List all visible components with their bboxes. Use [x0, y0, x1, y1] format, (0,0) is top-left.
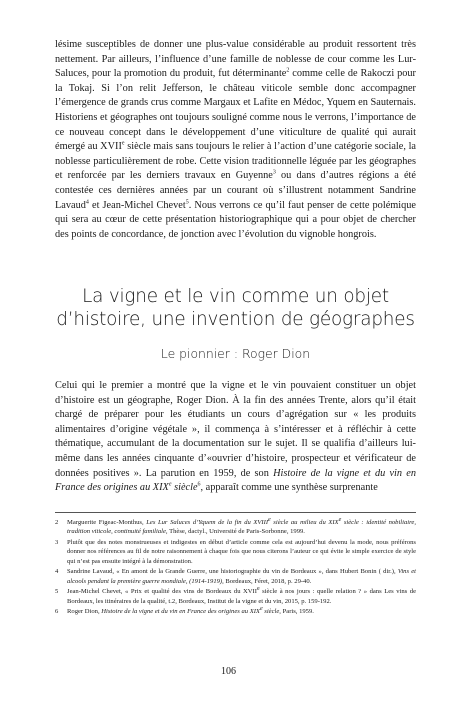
text-run: siècle mais sans toujours le relier à l’action d’une catégorie sociale, la noblesse particulièrement de robe. Cette vision traditionnelle léguée par les géographes et renforcée par les derniers travaux en Guyenne [55, 141, 416, 182]
footnote [55, 607, 416, 616]
footnote-italic: Vins et alcools pendant la première guerre mondiale, (1914-1919), [67, 568, 416, 585]
footnote-number: 6 [55, 608, 59, 616]
chapter-title [55, 285, 416, 331]
text-run: , apparaît comme une synthèse surprenante [200, 482, 378, 494]
footnote-italic: siècle [262, 608, 280, 616]
section-title: Le pionnier : Roger Dion [160, 346, 311, 361]
book-title: siècle [171, 482, 198, 494]
footnote-ref[interactable]: 2 [286, 67, 290, 74]
text-run: ou dans d’autres régions a été contestée ces dernières années par un courant où s’illustrent notamment Sandrine Lavaud [55, 170, 416, 211]
paragraph [55, 379, 416, 496]
footnote-italic: Histoire de la vigne et du vin en France des origines au XIX [101, 608, 260, 616]
section-heading [55, 346, 416, 361]
footnote-text: siècle à nos jours : quelle relation ? » dans Les vins de Bordeaux, les itinéraires de la qualité, t.2, Bordeaux, Institut de la vigne et du vin, 2015, p. 159-192. [67, 588, 417, 605]
text-run: . Nous verrons ce qu’il faut penser de cette polémique qui sera au cœur de cette présentation historiographique qui a pour objet de chercher des points de concordance, de jonction avec l’évolution du vignoble hongrois. [55, 199, 416, 240]
footnote [55, 518, 416, 537]
footnote-number: 5 [55, 588, 59, 596]
footnote [55, 587, 416, 606]
superscript: e [168, 481, 172, 488]
paragraph [55, 38, 416, 242]
chapter-title-line: La vigne et le vin comme un objet [82, 286, 389, 307]
body-paragraph-bottom [55, 379, 416, 496]
footnote-ref[interactable]: 4 [85, 199, 89, 206]
footnote-number: 4 [55, 568, 59, 576]
footnote-italic: Les Lur Saluces d’Yquem de la fin du XVIII [146, 519, 269, 526]
superscript: e [121, 140, 125, 147]
page-number: 106 [221, 666, 236, 677]
footnote-text: Marguerite Figeac-Monthus, [67, 519, 147, 526]
footnote-text: Bordeaux, Féret, 2018, p. 29-40. [223, 577, 312, 585]
chapter-heading [55, 285, 416, 331]
footnote-italic: siècle : identité nobiliaire, tradition viticole, continuité familiale, [67, 519, 416, 536]
footnote-number: 2 [55, 519, 59, 526]
superscript: e [256, 586, 260, 593]
footnote [55, 567, 416, 586]
superscript: e [268, 516, 271, 523]
book-title: Histoire de la vigne et du vin en France des origines au XIX [55, 467, 416, 494]
footnote-text: Roger Dion, [67, 608, 102, 616]
footnote-text: Sandrine Lavaud, « En amont de la Grande Guerre, une historiographie du vin de Bordeaux », dans Hubert Bonin ( dir.), [67, 568, 398, 576]
footnote-separator [55, 512, 416, 513]
superscript: e [338, 516, 342, 523]
text-run: Celui qui le premier a montré que la vigne et le vin pouvaient constituer un objet d’histoire est un géographe, Roger Dion. À la fin des années Trente, alors qu’il était chargé de préparer pour les étudiants un cours d’agrégation sur « les produits alimentaires d’origine végétale », il commença à s’intéresser et à réfléchir à cette thématique, accumulant de la documentation sur le sujet. Il se qualifia d’ailleurs lui-même dans les années cinquante d’«ouvrier d’histoire, prospecteur et vérificateur de données positives ». La parution en 1959, de son [55, 380, 416, 479]
footnote-text: , Paris, 1959. [279, 608, 314, 616]
superscript: e [259, 606, 263, 613]
text-run: et Jean-Michel Chevet [88, 199, 186, 211]
footnote-ref[interactable]: 6 [197, 481, 201, 488]
footnote-ref[interactable]: 3 [272, 169, 276, 176]
text-run: comme celle de Rakoczi pour la Tokaj. Si l’on relit Jefferson, le château viticole semble donc accompagner l’émergence de grands crus comme Margaux et Lafite en Médoc, Yquem en Sauternais. Historiens et géographes ont toujours souligné comme nous le verrons, l’importance de ce nouveau concept dans le développement d’une viticulture de qualité qui aurait émergé au XVII [55, 68, 416, 153]
footnote-text: Jean-Michel Chevet, « Prix et qualité des vins de Bordeaux du XVII [67, 588, 257, 596]
footnote-number: 3 [55, 539, 59, 546]
text-run: lésime susceptibles de donner une plus-value considérable au produit ressortent très nettement. Par ailleurs, l’influence d’une famille de noblesse de cour comme les Lur-Saluces, pour la promotion du produit, fut déterminante [55, 39, 416, 80]
footnote-text: Plutôt que des notes monstrueuses et indigestes en début d’article comme cela est aujourd’hui devenu la mode, nous préférons donner nos références au fil de notre raisonnement à chaque fois que nous citerons l’auteur ce qui évite le simple exercice de style qui n’est pas ensuite intégré à la démonstration. [67, 539, 416, 565]
footnote-italic: siècle au milieu du XIX [270, 519, 339, 526]
chapter-title-line: d’histoire, une invention de géographes [56, 309, 415, 330]
body-paragraph-top [55, 38, 416, 242]
footnote-ref[interactable]: 5 [185, 199, 189, 206]
footnotes [55, 518, 416, 618]
footnote [55, 538, 416, 566]
footnote-text: Thèse, dactyl., Université de Paris-Sorbonne, 1999. [167, 528, 305, 536]
